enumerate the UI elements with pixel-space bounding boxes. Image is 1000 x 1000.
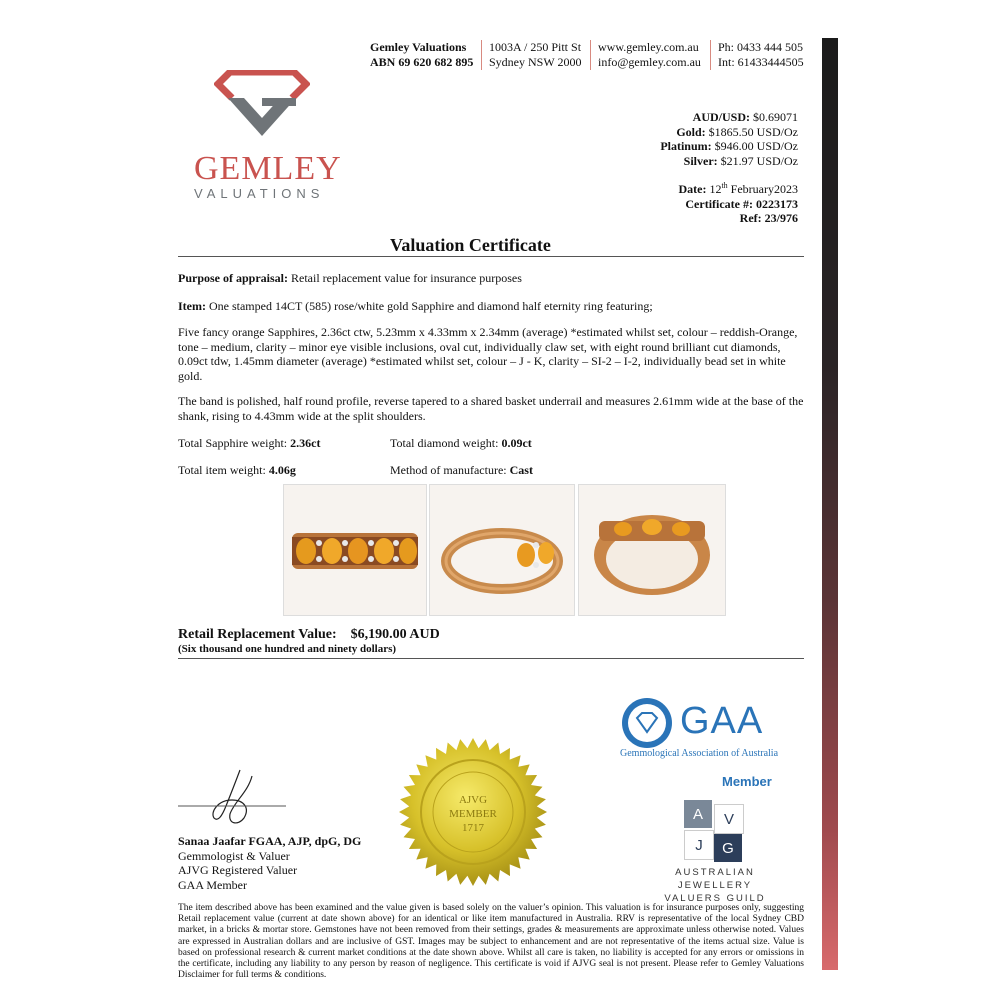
ring-side-image-icon (430, 485, 574, 615)
purpose-paragraph (178, 271, 804, 286)
sapphire-weight (178, 436, 320, 451)
header-divider (710, 40, 711, 70)
address-line2: Sydney NSW 2000 (489, 55, 582, 69)
diamond-weight-label: Total diamond weight: (390, 436, 499, 450)
description-paragraph: Five fancy orange Sapphires, 2.36ct ctw, 5.23mm x 4.33mm x 2.34mm (average) *estimated whilst set, colour – reddish-Orange, tone – medium, clarity – minor eye visible inclusions, oval cut, individually claw set, with eight round brilliant cut diamonds, 0.09ct tdw, 1.45mm diameter (average) *estimated whilst set, colour – J - K, clarity – SI-2 – I-2, individually bead set in white gold. (178, 325, 798, 383)
manufacture-label: Method of manufacture: (390, 463, 507, 477)
seal-line2: MEMBER (449, 808, 497, 820)
ajvg-box-g: G (714, 834, 742, 862)
rate-value: $21.97 USD/Oz (720, 153, 798, 168)
retail-value (178, 627, 440, 643)
date-suffix: th (721, 181, 728, 190)
ajvg-caption-line1: AUSTRALIAN JEWELLERY (675, 867, 755, 891)
rate-value: $946.00 USD/Oz (714, 139, 798, 153)
diamond-weight-value: 0.09ct (501, 436, 532, 450)
brand-tagline: VALUATIONS (194, 186, 325, 201)
item-weight-label: Total item weight: (178, 463, 266, 477)
item-weight (178, 463, 296, 478)
gaa-acronym: GAA (680, 700, 764, 742)
company-abn: ABN 69 620 682 895 (370, 55, 474, 69)
ring-photo-front (283, 484, 427, 616)
signature-mark (178, 766, 298, 830)
item-weight-value: 4.06g (268, 463, 296, 477)
retail-value-label: Retail Replacement Value: (178, 627, 337, 642)
sapphire-weight-label: Total Sapphire weight: (178, 436, 288, 450)
ajvg-caption-line2: VALUERS GUILD (664, 893, 766, 904)
diamond-weight (390, 436, 532, 451)
rate-label: AUD/USD: (692, 110, 750, 124)
header-divider (590, 40, 591, 70)
seal-line1: AJVG (458, 794, 488, 806)
title-rule (178, 256, 804, 257)
page-title: Valuation Certificate (390, 235, 551, 255)
manufacture-method (390, 463, 533, 478)
header-address (489, 40, 581, 70)
rate-label: Gold: (676, 124, 706, 139)
signatory-role: Gemmologist & Valuer (178, 848, 290, 863)
metal-rates (660, 110, 798, 168)
certificate-meta (678, 179, 798, 226)
signatory-role: GAA Member (178, 877, 247, 892)
header-web (598, 40, 701, 70)
sapphire-weight-value: 2.36ct (290, 436, 321, 450)
brand-name: GEMLEY (194, 150, 342, 187)
manufacture-value: Cast (509, 463, 533, 477)
ajvg-gold-seal (398, 737, 548, 887)
purpose-label: Purpose of appraisal: (178, 271, 289, 285)
gaa-member-label: Member (722, 774, 772, 789)
gaa-full-name: Gemmological Association of Australia (620, 748, 779, 759)
ref-label: Ref: (739, 211, 762, 225)
ajvg-box-j: J (684, 830, 714, 860)
value-rule (178, 658, 804, 659)
date-month-year: February2023 (730, 182, 798, 196)
retail-value-words: (Six thousand one hundred and ninety dollars) (178, 643, 397, 655)
item-label: Item: (178, 299, 206, 313)
intl-phone-number: Int: 61433444505 (718, 55, 804, 69)
phone-number: Ph: 0433 444 505 (718, 40, 804, 54)
side-gradient-bar (822, 38, 838, 970)
item-text: One stamped 14CT (585) rose/white gold Sapphire and diamond half eternity ring featuring; (208, 299, 653, 313)
rate-value: $1865.50 USD/Oz (708, 124, 798, 139)
email-link[interactable]: info@gemley.com.au (598, 55, 701, 69)
address-line1: 1003A / 250 Pitt St (489, 40, 582, 54)
header-company (370, 40, 473, 70)
item-paragraph (178, 299, 804, 314)
ring-front-image-icon (284, 485, 426, 615)
website-link[interactable]: www.gemley.com.au (598, 40, 699, 54)
company-name: Gemley Valuations (370, 40, 467, 54)
ring-photo-side (429, 484, 575, 616)
rate-label: Platinum: (660, 139, 712, 153)
certificate-number: 0223173 (756, 196, 798, 211)
header-phone (718, 40, 804, 70)
seal-line3: 1717 (462, 822, 484, 834)
header-divider (481, 40, 482, 70)
gemley-logo-icon (214, 70, 310, 142)
ring-back-image-icon (579, 485, 725, 615)
ajvg-caption (636, 866, 794, 905)
ref-number: 23/976 (764, 211, 798, 225)
date-day: 12 (709, 182, 722, 196)
ring-photo-back (578, 484, 726, 616)
signatory-role: AJVG Registered Valuer (178, 863, 298, 877)
band-paragraph: The band is polished, half round profile, reverse tapered to a shared basket underrail and measures 2.61mm wide at the base of the shank, rising to 4.43mm wide at the split shoulders. (178, 394, 804, 423)
rate-label: Silver: (683, 153, 718, 168)
gaa-emblem-icon (620, 696, 674, 750)
ajvg-box-v: V (714, 804, 744, 834)
certificate-label: Certificate #: (685, 196, 753, 211)
signatory-name: Sanaa Jaafar FGAA, AJP, dpG, DG (178, 834, 362, 848)
retail-value-amount: $6,190.00 AUD (350, 627, 440, 642)
ajvg-box-a: A (684, 800, 712, 828)
purpose-text: Retail replacement value for insurance purposes (291, 271, 522, 285)
date-label: Date: (678, 182, 707, 196)
rate-value: $0.69071 (753, 110, 798, 124)
disclaimer-text: The item described above has been examined and the value given is based solely on the valuer’s opinion. This valuation is for insurance purposes only, suggesting Retail replacement value (current at date shown above) for an identical or like item manufactured in Australia. RRV is representative of the local Sydney CBD market, in a bricks & mortar store. Gemstones have not been removed from their settings, grades & measurements are approximate unless otherwise noted. Values are expressed in Australian dollars and are inclusive of GST. Images may be subject to enhancement and are not representative of the items actual size. Value is based on professional research & current market conditions at the date shown above. Whilst all care is taken, no liability is accepted for any errors or omissions in the certificate, including any liability to any person by reason of negligence. This certificate is void if AJVG seal is not present. Please refer to Gemley Valuations Disclaimer for full terms & conditions. (178, 903, 804, 981)
signatory-block (178, 834, 361, 892)
